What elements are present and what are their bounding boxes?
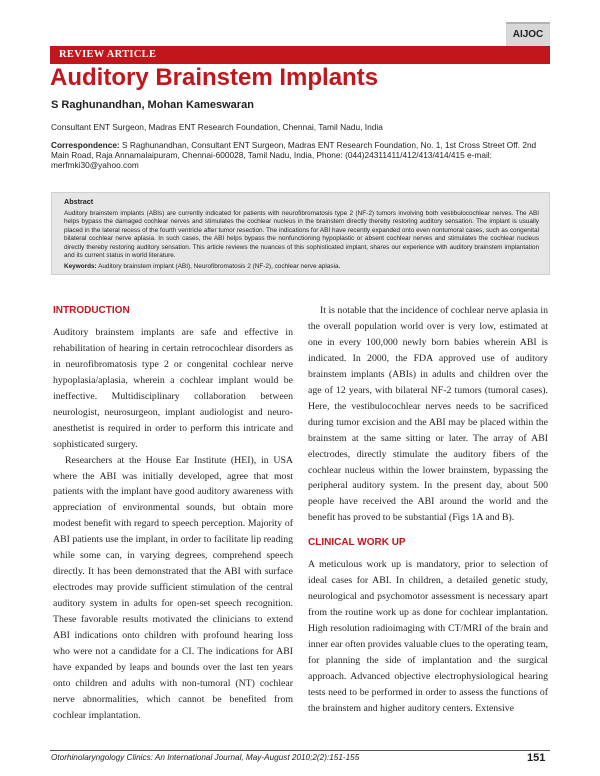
correspondence-label: Correspondence:	[51, 140, 120, 150]
intro-paragraph-1: Auditory brainstem implants are safe and effective in rehabilitation of hearing in certain retrocochlear disorders as in neurofibromatosis type 2 or congenital cochlear nerve hypoplasia/aplasia, wherein a cochlear implant would be ineffective. Multidisciplinary collaboration between neurologist, neurosurgeon, implant audiologist and neuro-anesthetist is required in order to perform this intricate and sophisticated surgery.	[53, 326, 293, 450]
affiliation: Consultant ENT Surgeon, Madras ENT Research Foundation, Chennai, Tamil Nadu, India	[51, 122, 383, 132]
correspondence	[51, 140, 551, 171]
keywords-text: Auditory brainstem implant (ABI), Neurofibromatosis 2 (NF-2), cochlear nerve aplasia.	[98, 262, 341, 270]
clinical-paragraph-1: A meticulous work up is mandatory, prior to selection of ideal cases for ABI. In children, a detailed genetic study, neurological and psychomotor assessment is necessary apart from the routine work up as done for cochlear implantation. High resolution radioimaging with CT/MRI of the brain and inner ear often provides valuable clues to the operating team, for planning the side of implantation and the surgical approach. Advanced objective electrophysiological hearing tests need to be performed in order to assess the functions of the brainstem and higher auditory centers. Extensive	[308, 559, 548, 714]
journal-tag: AIJOC	[506, 22, 550, 48]
left-column	[53, 303, 293, 724]
article-title: Auditory Brainstem Implants	[50, 64, 379, 91]
correspondence-text: S Raghunandhan, Consultant ENT Surgeon, Madras ENT Research Foundation, No. 1, 1st Cross Street Off. 2nd Main Road, Raja Annamalaipuram, Chennai-600028, Tamil Nadu, India, Phone: (044)24311411/412/413/414/415 e-mail: merfmki30@yahoo.com	[51, 140, 537, 171]
footer-citation: Otorhinolaryngology Clinics: An International Journal, May-August 2010;2(2):151-155	[51, 753, 360, 762]
keywords-label: Keywords:	[64, 262, 97, 270]
introduction-heading: INTRODUCTION	[53, 305, 130, 316]
right-paragraph-1: It is notable that the incidence of cochlear nerve aplasia in the overall population world over is very low, estimated at one in every 100,000 newly born babies wherein ABI is indicated. In 2000, the FDA approved use of auditory brainstem implants (ABIs) in adults and children over the age of 12 years, with bilateral NF-2 tumors (tumoral cases). Here, the vestibulocochlear nerves needs to be sacrificed during tumor excision and the ABI may be placed within the brainstem at the same sitting or later. The array of ABI electrodes, directly stimulate the auditory fibers of the cochlear nucleus within the lower brainstem, bypassing the peripheral auditory system. In the present day, about 500 people have received the ABI around the world and the benefit has proved to be substantial (Figs 1A and B).	[308, 305, 548, 524]
footer-rule	[50, 750, 550, 751]
right-column	[308, 303, 548, 717]
abstract-text: Auditory brainstem implants (ABIs) are currently indicated for patients with neurofibromatosis type 2 (NF-2) tumors involving both vestibulocochlear nerves. The ABI helps bypass the damaged cochlear nerves and stimulates the cochlear nucleus in the brainstem directly thereby restoring auditory sensation. The implant is usually placed in the lateral recess of the fourth ventricle after tumor resection. The indications for ABI have recently expanded onto even nontumoral cases, such as congenital bilateral cochlear nerve aplasia. In such cases, the ABI helps bypass the nonfunctioning hypoplastic or absent cochlear nerves and stimulates the cochlear nucleus directly thereby restoring auditory sensation. This article reviews the nuances of this sophisticated implant, shares our experience with auditory brainstem implantation and its current status in world literature.	[64, 209, 539, 260]
keywords	[64, 263, 539, 272]
page-number: 151	[527, 752, 546, 764]
authors: S Raghunandhan, Mohan Kameswaran	[51, 99, 254, 111]
abstract-heading: Abstract	[64, 197, 94, 206]
clinical-workup-heading: CLINICAL WORK UP	[308, 537, 406, 549]
section-label: REVIEW ARTICLE	[50, 46, 550, 64]
abstract-box	[51, 192, 550, 275]
intro-paragraph-2: Researchers at the House Ear Institute (HEI), in USA where the ABI was initially developed, agree that most patients with the implant have good auditory awareness with appreciation of environmental sounds, but obtain more modest benefit with regard to speech perception. Majority of ABI patients use the implant, in order to facilitate lip reading while some can, in varying degrees, comprehend speech directly. It has been demonstrated that the ABI with surface electrodes may provide sufficient stimulation of the central auditory system in adults for open-set speech recognition. These favorable results motivated the clinicians to extend ABI indications onto children with profound hearing loss who were not a candidate for a CI. The indications for ABI have expanded by leaps and bounds over the last ten years onto children and adults with non-tumoral (NT) cochlear nerve abnormalities, which cannot be benefited from cochlear implantation.	[53, 454, 293, 721]
